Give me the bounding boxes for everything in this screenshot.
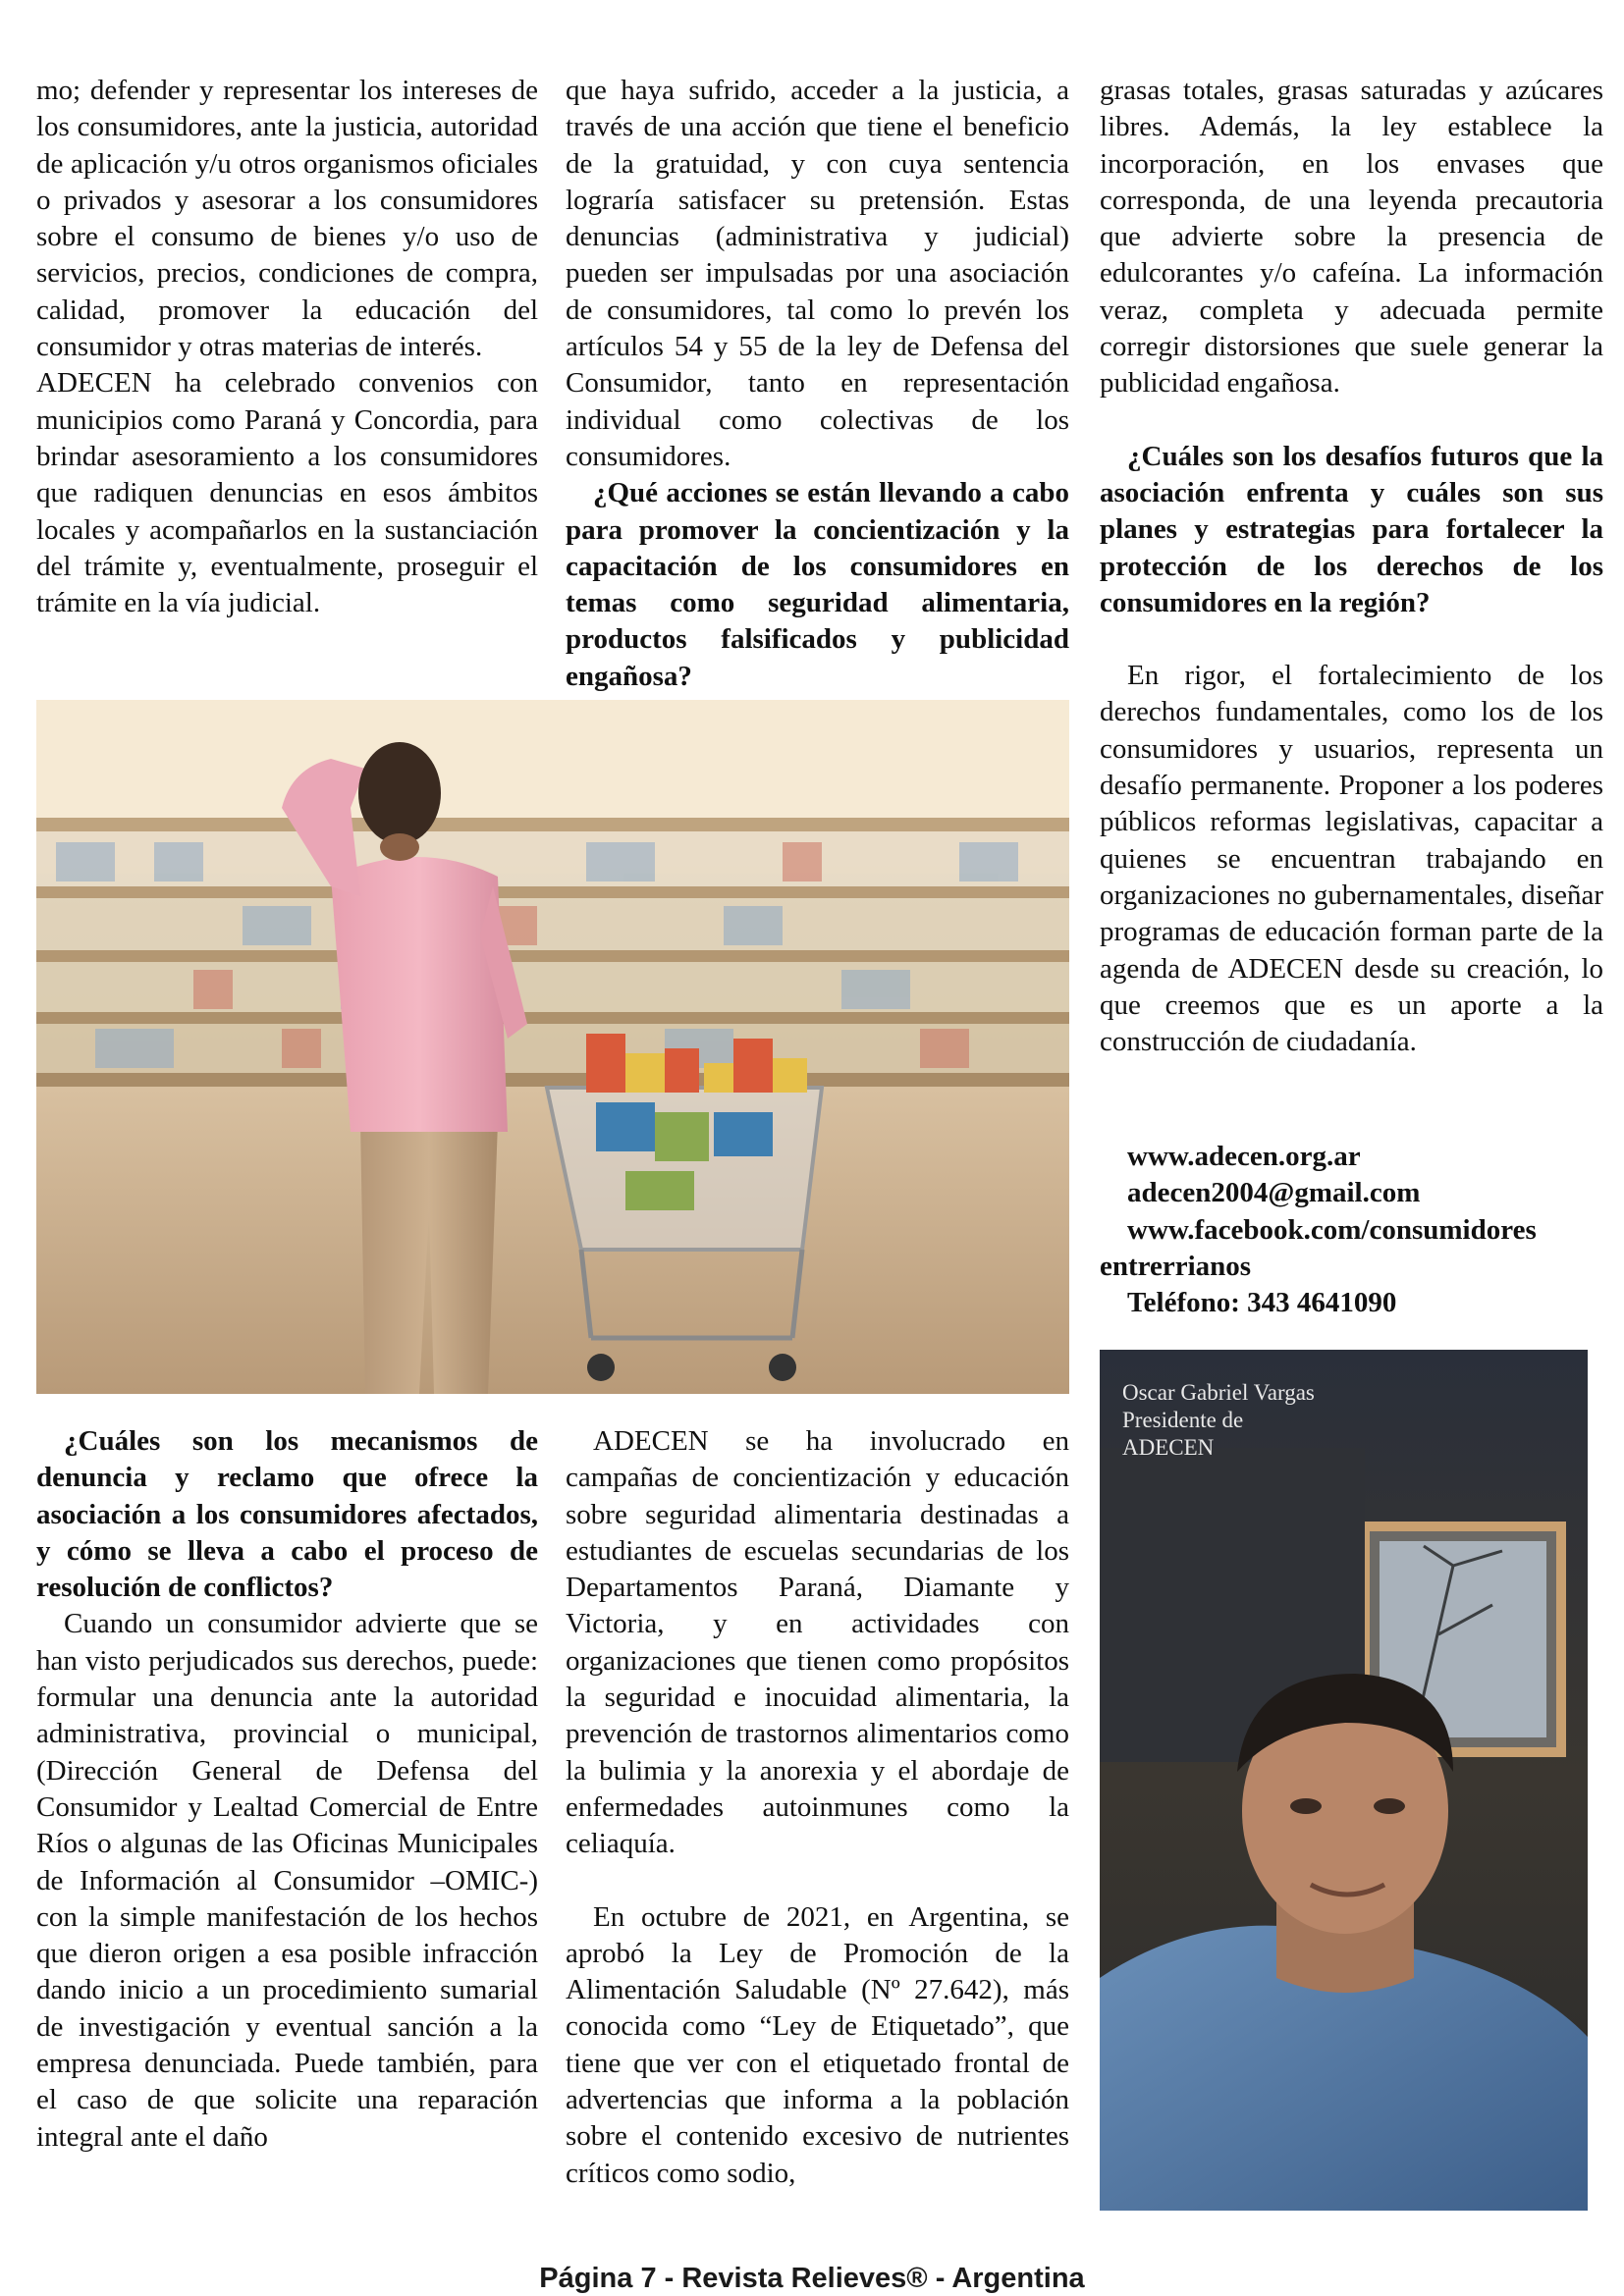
col2-top-text <box>566 73 1069 695</box>
col2-top-paragraph: que haya sufrido, acceder a la justicia, a través de una acción que tiene el beneficio de la gratuidad, y con cuya sentencia lograría satisfacer su pretensión. Estas denuncias (administrativa y judicial) pueden ser impulsadas por una asociación de consumidores, tal como lo prevén los artículos 54 y 55 de la ley de Defensa del Consumidor, tanto en representación individual como colectivas de los consumidores. <box>566 75 1069 472</box>
page-footer: Página 7 - Revista Relieves® - Argentina <box>539 2263 1085 2294</box>
col2-bottom-paragraph-2: En octubre de 2021, en Argentina, se aprobó la Ley de Promoción de la Alimentación Saludable (Nº 27.642), más conocida como “Ley de Etiquetado”, que tiene que ver con el etiquetado frontal de advertencias que informa a la población sobre el contenido excesivo de nutrientes críticos como sodio, <box>566 1900 1069 2189</box>
phone-number: Teléfono: 343 4641090 <box>1127 1287 1397 1319</box>
caption-name: Oscar Gabriel Vargas <box>1122 1380 1315 1405</box>
photo-caption <box>1122 1379 1315 1462</box>
col3-answer-paragraph: En rigor, el fortalecimiento de los derechos fundamentales, como los de los consumidores y usuarios, representa un desafío permanente. Proponer a los poderes públicos reformas legislativas, capacitar a quienes se encuentran trabajando en organizaciones no gubernamentales, diseñar programas de educación forman parte de la agenda de ADECEN desde su creación, lo que creemos que es un aporte a la construcción de ciudadanía. <box>1100 660 1603 1058</box>
website-link[interactable]: www.adecen.org.ar <box>1127 1141 1361 1172</box>
col1-question: ¿Cuáles son los mecanismos de denuncia y reclamo que ofrece la asociación a los consumidores afectados, y cómo se lleva a cabo el proceso de resolución de conflictos? <box>36 1425 538 1604</box>
col1-top-paragraph-1: mo; defender y representar los intereses de los consumidores, ante la justicia, autoridad de aplicación y/u otros organismos oficiales o privados y asesorar a los consumidores sobre el consumo de bienes y/o uso de servicios, precios, condiciones de compra, calidad, promover la educación del consumidor y otras materias de interés. <box>36 75 538 363</box>
col2-bottom-text <box>566 1423 1069 2192</box>
col1-top-paragraph-2: ADECEN ha celebrado convenios con municipios como Paraná y Concordia, para brindar asesoramiento a los consumidores que radiquen denuncias en esos ámbitos locales y acompañarlos en la sustanciación del trámite y, eventualmente, proseguir el trámite en la vía judicial. <box>36 367 538 619</box>
col3-top-paragraph: grasas totales, grasas saturadas y azúcares libres. Además, la ley establece la incorporación, en los envases que corresponda, de una leyenda precautoria que advierte sobre la presencia de edulcorantes y/o cafeína. La información veraz, completa y adecuada permite corregir distorsiones que suele generar la publicidad engañosa. <box>1100 75 1603 400</box>
contact-info <box>1100 1139 1603 1321</box>
col2-question: ¿Qué acciones se están llevando a cabo para promover la concientización y la capacitación de los consumidores en temas como seguridad alimentaria, productos falsificados y publicidad engañosa? <box>566 477 1069 692</box>
supermarket-photo <box>36 700 1069 1394</box>
facebook-link[interactable]: www.facebook.com/consumidores <box>1127 1213 1537 1246</box>
facebook-link-continued[interactable]: entrerrianos <box>1100 1250 1252 1282</box>
col1-bottom-paragraph: Cuando un consumidor advierte que se han visto perjudicados sus derechos, puede: formular una denuncia ante la autoridad administrativa, provincial o municipal, (Dirección General de Defensa del Consumidor y Lealtad Comercial de Entre Ríos o algunas de las Oficinas Municipales de Información al Consumidor –OMIC-) con la simple manifestación de los hechos que dieron origen a esa posible infracción dando inicio a un procedimiento sumarial de investigación y eventual sanción a la empresa denunciada. Puede también, para el caso de que solicite una reparación integral ante el daño <box>36 1608 538 2153</box>
caption-role: Presidente de <box>1122 1408 1244 1432</box>
col1-bottom-text <box>36 1423 538 2156</box>
col1-top-text <box>36 73 538 621</box>
col2-bottom-paragraph-1: ADECEN se ha involucrado en campañas de concientización y educación sobre seguridad alimentaria destinadas a estudiantes de escuelas secundarias de los Departamentos Paraná, Diamante y Victoria, y en actividades con organizaciones que tienen como propósitos la seguridad e inocuidad alimentaria, la prevención de trastornos alimentarios como la bulimia y la anorexia y el abordaje de enfermedades autoinmunes como la celiaquía. <box>566 1425 1069 1860</box>
caption-organization: ADECEN <box>1122 1435 1215 1460</box>
col3-top-text <box>1100 73 1603 1060</box>
col3-question: ¿Cuáles son los desafíos futuros que la asociación enfrenta y cuáles son sus planes y estrategias para fortalecer la protección de los derechos de los consumidores en la región? <box>1100 440 1603 618</box>
portrait-photo <box>1100 1350 1588 2211</box>
email-link[interactable]: adecen2004@gmail.com <box>1127 1177 1421 1209</box>
